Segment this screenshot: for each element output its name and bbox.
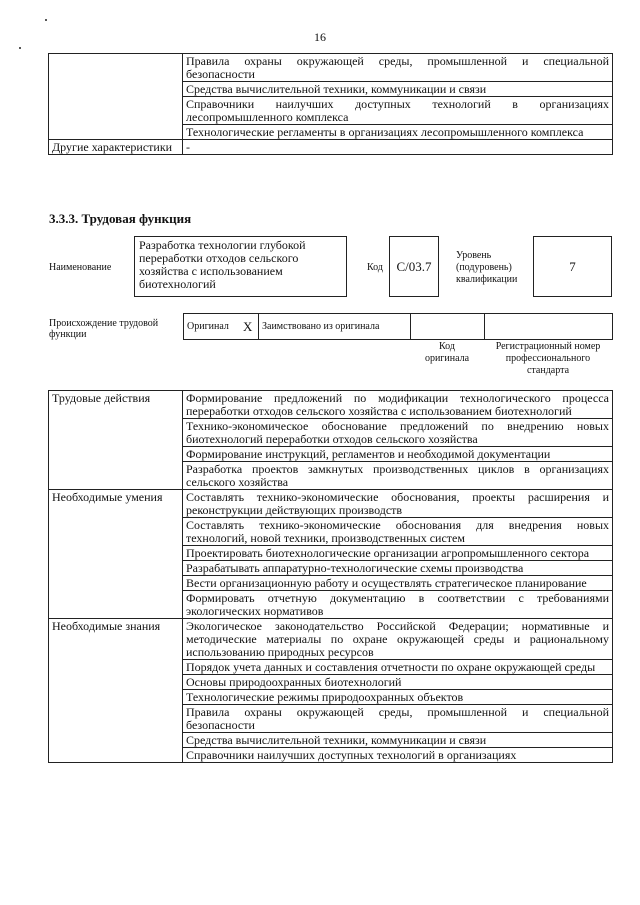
- row-item-text: Разработка проектов замкнутых производственных циклов в организациях сельского хозяйства: [183, 462, 613, 490]
- original-cell: Оригинал: [184, 314, 238, 340]
- row-item-text: Вести организационную работу и осуществлять стратегическое планирование: [183, 576, 613, 591]
- row-item-text: Составлять технико-экономические обоснования, проекты расширения и реконструкции действующих производств: [183, 490, 613, 518]
- row-group-label: [49, 54, 183, 140]
- row-item-text: Средства вычислительной техники, коммуникации и связи: [183, 733, 613, 748]
- labor-function-table: [48, 390, 613, 763]
- row-item-text: Формирование предложений по модификации технологического процесса переработки отходов сельского хозяйства с использованием биотехнологий: [183, 391, 613, 419]
- row-group-label: Необходимые знания: [49, 619, 183, 763]
- row-item-text: Формирование инструкций, регламентов и необходимой документации: [183, 447, 613, 462]
- code-original-caption-text: Код оригинала: [424, 341, 470, 364]
- row-item-text: Правила охраны окружающей среды, промышленной и специальной безопасности: [183, 705, 613, 733]
- reg-number-caption: Регистрационный номер профессионального стандарта: [495, 341, 601, 376]
- top-table-body: [49, 54, 613, 155]
- top-continuation-table: [48, 53, 613, 155]
- borrowed-cell: Заимствовано из оригинала: [259, 314, 411, 340]
- row-item-text: Формировать отчетную документацию в соответствии с требованиями экологических нормативов: [183, 591, 613, 619]
- page-number: 16: [314, 30, 326, 44]
- function-table-body: [49, 391, 613, 763]
- function-code-box: С/03.7: [389, 236, 439, 297]
- row-group-label: Трудовые действия: [49, 391, 183, 490]
- scan-speck: [45, 19, 47, 21]
- table-row: [49, 490, 613, 518]
- row-item-text: Составлять технико-экономические обоснования для внедрения новых технологий, новой техники, производственных систем: [183, 518, 613, 546]
- row-item-text: Правила охраны окружающей среды, промышленной и специальной безопасности: [183, 54, 613, 82]
- qualification-level-box: 7: [533, 236, 612, 297]
- row-item-text: Справочники наилучших доступных технологий в организациях: [183, 748, 613, 763]
- level-label: [456, 250, 528, 286]
- original-mark: X: [238, 314, 259, 340]
- row-item-text: Порядок учета данных и составления отчетности по охране окружающей среды: [183, 660, 613, 675]
- reg-number-cell: [485, 314, 613, 340]
- name-label: Наименование: [49, 262, 112, 273]
- level-label-text: Уровень (подуровень) квалификации: [456, 250, 518, 285]
- scan-speck: [19, 47, 21, 49]
- code-label: Код: [367, 262, 383, 273]
- row-item-text: Основы природоохранных биотехнологий: [183, 675, 613, 690]
- function-name-box: Разработка технологии глубокой переработки отходов сельского хозяйства с использованием биотехнологий: [134, 236, 347, 297]
- table-row: [49, 619, 613, 660]
- row-item-text: Справочники наилучших доступных технологий в организациях лесопромышленного комплекса: [183, 97, 613, 125]
- table-row: [49, 54, 613, 82]
- table-row: [49, 140, 613, 155]
- row-item-text: Технологические режимы природоохранных объектов: [183, 690, 613, 705]
- origin-label: [49, 318, 177, 340]
- table-row: [49, 391, 613, 419]
- row-item-text: Экологическое законодательство Российской Федерации; нормативные и методические материалы по охране окружающей среды и рациональному использованию природных ресурсов: [183, 619, 613, 660]
- origin-label-text: Происхождение трудовой функции: [49, 318, 159, 340]
- section-title: 3.3.3. Трудовая функция: [49, 211, 192, 226]
- row-group-label: Другие характеристики: [49, 140, 183, 155]
- row-item-text: -: [183, 140, 613, 155]
- origin-table: [183, 313, 613, 340]
- row-item-text: Средства вычислительной техники, коммуникации и связи: [183, 82, 613, 97]
- row-item-text: Технико-экономическое обоснование предложений по внедрению новых биотехнологий переработки отходов сельского хозяйства: [183, 419, 613, 447]
- code-original-caption: [410, 341, 484, 365]
- code-original-cell: [411, 314, 485, 340]
- row-group-label: Необходимые умения: [49, 490, 183, 619]
- row-item-text: Проектировать биотехнологические организации агропромышленного сектора: [183, 546, 613, 561]
- row-item-text: Разрабатывать аппаратурно-технологические схемы производства: [183, 561, 613, 576]
- row-item-text: Технологические регламенты в организациях лесопромышленного комплекса: [183, 125, 613, 140]
